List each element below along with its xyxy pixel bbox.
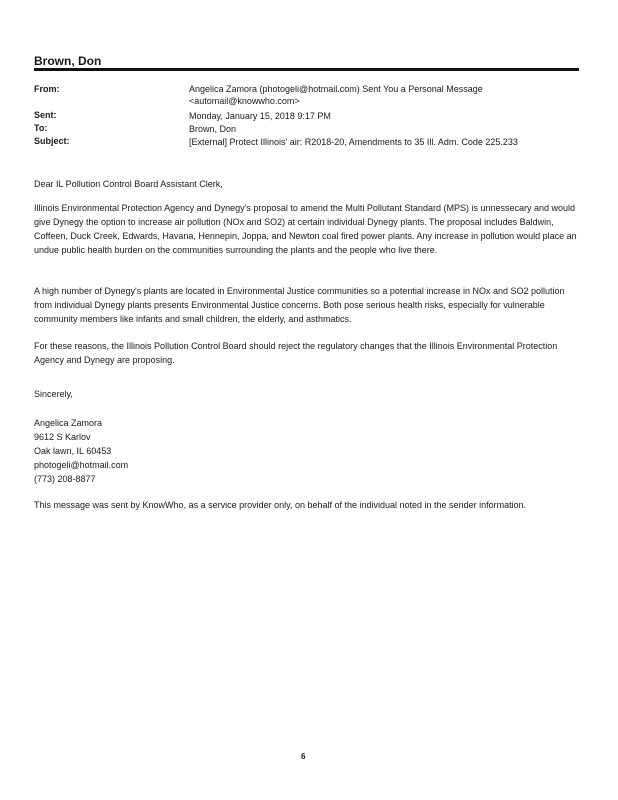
signature-email: photogeli@hotmail.com xyxy=(34,460,129,470)
paragraph-1-text: Illinois Environmental Protection Agency and Dynegy's proposal to amend the Multi Pollutant Standard (MPS) is unnessecary and would give Dynegy the option to increase air pollution (NOx and SO2) at certain individual Dynegy plants. The proposal includes Baldwin, Coffeen, Duck Creek, Edwards, Havana, Hennepin, Joppa, and Newton coal fired power plants. Any increase in pollution would place an undue public health burden on the communities surrounding the plants and the people who live there. xyxy=(34,203,577,255)
subject-label: Subject: xyxy=(34,136,70,146)
signature-phone: (773) 208-8877 xyxy=(34,474,96,484)
closing: Sincerely, xyxy=(34,389,73,399)
from-label: From: xyxy=(34,84,60,94)
signature-city: Oak lawn, IL 60453 xyxy=(34,446,112,456)
signature-street: 9612 S Karlov xyxy=(34,432,91,442)
to-label: To: xyxy=(34,123,48,133)
paragraph-3-text: For these reasons, the Illinois Pollution Control Board should reject the regulatory changes that the Illinois Environmental Protection Agency and Dynegy are proposing. xyxy=(34,341,558,365)
paragraph-1 xyxy=(34,201,582,257)
title-rule xyxy=(34,68,579,71)
paragraph-2 xyxy=(34,284,582,326)
to-value: Brown, Don xyxy=(189,124,237,134)
paragraph-2-text: A high number of Dynegy's plants are located in Environmental Justice communities so a potential increase in NOx and SO2 pollution from individual Dynegy plants presents Environmental Justice concerns. Both pose serious health risks, especially for vulnerable community members like infants and small children, the elderly, and asthmatics. xyxy=(34,286,565,324)
page-title: Brown, Don xyxy=(34,54,102,68)
signature-name: Angelica Zamora xyxy=(34,418,103,428)
footer-note: This message was sent by KnowWho, as a service provider only, on behalf of the individual noted in the sender information. xyxy=(34,500,527,510)
from-value: Angelica Zamora (photogeli@hotmail.com) Sent You a Personal Message <automail@knowwho.com> xyxy=(189,84,483,106)
page-number: 6 xyxy=(301,752,306,761)
subject-value: [External] Protect Illinois' air: R2018-20, Amendments to 35 Ill. Adm. Code 225.233 xyxy=(189,137,518,147)
greeting: Dear IL Pollution Control Board Assistant Clerk, xyxy=(34,179,223,189)
sent-label: Sent: xyxy=(34,110,57,120)
paragraph-3 xyxy=(34,339,582,367)
sent-value: Monday, January 15, 2018 9:17 PM xyxy=(189,111,331,121)
